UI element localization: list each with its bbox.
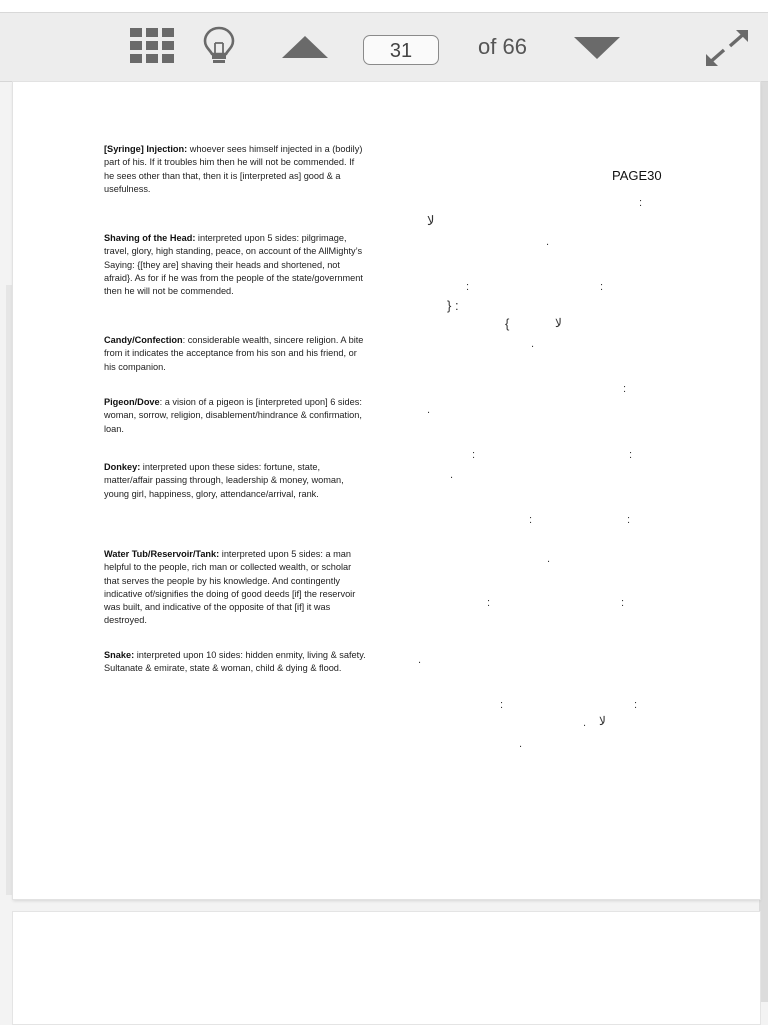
next-document-page <box>13 912 760 1024</box>
lightbulb-icon[interactable] <box>202 26 236 66</box>
entry-pigeon <box>104 396 366 436</box>
next-page-icon[interactable] <box>574 37 620 59</box>
stray-mark: : <box>621 597 625 609</box>
stray-mark: . <box>547 553 551 565</box>
stray-mark: : <box>600 281 604 293</box>
entry-term: Snake: <box>104 650 135 660</box>
stray-mark: : <box>634 699 638 711</box>
stray-mark: { <box>505 316 510 331</box>
entry-term: [Syringe] Injection: <box>104 144 188 154</box>
page-number-input[interactable]: 31 <box>363 35 439 65</box>
stray-mark: ﻻ <box>599 714 606 728</box>
stray-mark: : <box>466 281 470 293</box>
stray-mark: : <box>529 514 533 526</box>
entry-term: Shaving of the Head: <box>104 233 196 243</box>
entry-text: interpreted upon these sides: fortune, state, matter/affair passing through, leadership & money, woman, young girl, happiness, glory, attendance/arrival, rank. <box>104 462 344 499</box>
stray-mark: ﻻ <box>427 213 435 228</box>
entry-text: interpreted upon 5 sides: a man helpful to the people, rich man or collected wealth, or scholar that serves the people by his knowledge. And contingently indicative of/signifies the doing of good deeds [if] the reservoir was built, and indicative of the opposite of that [if] it was destroyed. <box>104 549 356 626</box>
entry-snake <box>104 649 366 676</box>
stray-mark: : <box>629 449 633 461</box>
stray-mark: . <box>531 338 535 350</box>
entry-term: Donkey: <box>104 462 141 472</box>
entry-term: Water Tub/Reservoir/Tank: <box>104 549 220 559</box>
entry-text: interpreted upon 10 sides: hidden enmity, living & safety. Sultanate & emirate, state & woman, child & dying & flood. <box>104 650 366 674</box>
entry-syringe-injection <box>104 143 366 196</box>
entry-text: interpreted upon 5 sides: pilgrimage, travel, glory, high standing, peace, on account of the AllMighty’s Saying: {[they are] shaving their heads and shortened, not afraid}. As for if he was from the people of the state/government then he will not be commended. <box>104 233 363 297</box>
stray-mark: . <box>583 717 587 729</box>
stray-mark: : <box>500 699 504 711</box>
entry-text: : a vision of a pigeon is [interpreted upon] 6 sides: woman, sorrow, religion, disablement/hindrance & confirmation, loan. <box>104 397 362 434</box>
scrollbar-track[interactable] <box>759 82 768 1002</box>
stray-mark: : <box>627 514 631 526</box>
stray-mark: : <box>472 449 476 461</box>
stray-mark: : <box>623 383 627 395</box>
entry-shaving-head <box>104 232 366 298</box>
page-label: PAGE30 <box>612 168 662 183</box>
entry-text: whoever sees himself injected in a (bodily) part of his. If it troubles him then he will not be commended. If he sees other than that, then it is [interpreted as] good & a usefulness. <box>104 144 363 194</box>
entry-term: Candy/Confection <box>104 335 183 345</box>
stray-mark: . <box>418 654 422 666</box>
stray-mark: . <box>450 469 454 481</box>
stray-mark: : <box>639 197 643 209</box>
stray-mark: . <box>427 404 431 416</box>
stray-mark: } : <box>447 298 459 313</box>
stray-mark: ﻻ <box>555 316 562 330</box>
page-edge-left <box>6 285 13 895</box>
grid-icon[interactable] <box>130 28 174 64</box>
entry-water-tub <box>104 548 366 628</box>
entry-text: : considerable wealth, sincere religion. A bite from it indicates the acceptance from his son and his friend, or his companion. <box>104 335 364 372</box>
entry-candy <box>104 334 366 374</box>
previous-page-icon[interactable] <box>282 36 328 58</box>
fullscreen-icon[interactable] <box>702 28 752 68</box>
stray-mark: . <box>519 738 523 750</box>
page-count: of 66 <box>478 34 527 59</box>
stray-mark: . <box>546 236 550 248</box>
entry-term: Pigeon/Dove <box>104 397 160 407</box>
entry-donkey <box>104 461 366 501</box>
stray-mark: : <box>487 597 491 609</box>
